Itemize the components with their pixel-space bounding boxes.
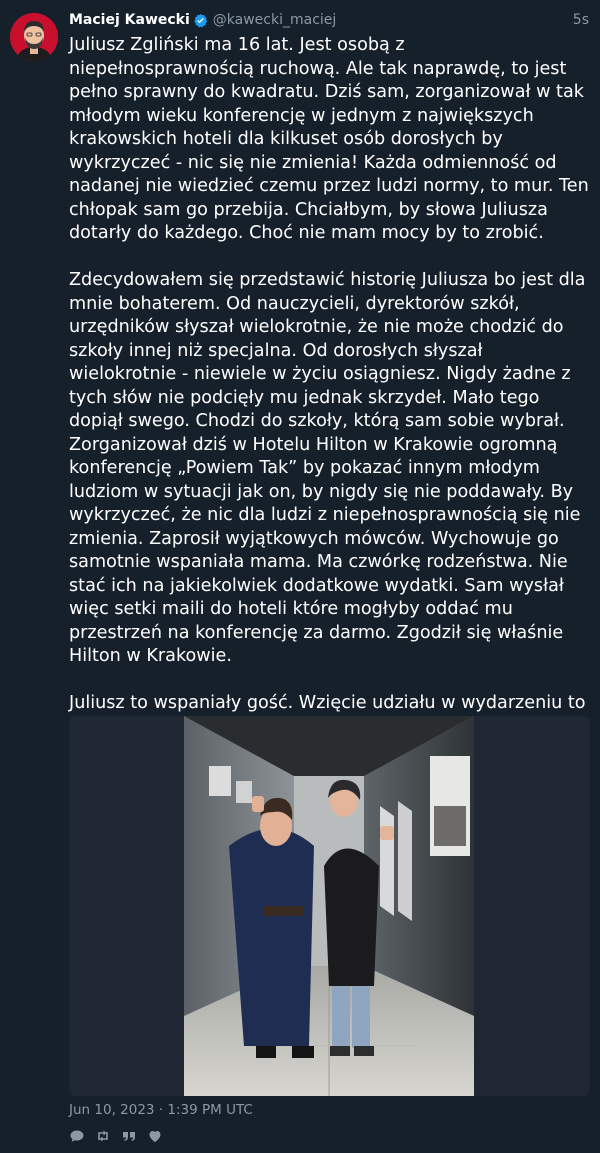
tweet-text (69, 34, 594, 739)
reply-icon[interactable] (69, 1128, 85, 1144)
avatar-image (10, 13, 58, 61)
tweet-header (69, 10, 589, 30)
author-name[interactable]: Maciej Kawecki (69, 12, 190, 28)
avatar[interactable] (10, 13, 58, 61)
tweet-actions (69, 1128, 163, 1144)
tweet-paragraph: Zdecydowałem się przedstawić historię Juliusza bo jest dla mnie bohaterem. Od nauczycieli, dyrektorów szkół, urzędników słyszał wielokrotnie, że nie może chodzić do szkoły innej niż specjalna. Od dorosłych słyszał wielokrotnie - niewiele w życiu osiągniesz. Nigdy żadne z tych słów nie podcięły mu jednak skrzydeł. Mało tego dopiął swego. Chodzi do szkoły, którą sam sobie wybrał. Zorganizował dziś w Hotelu Hilton w Krakowie ogromną konferencję „Powiem Tak” by pokazać innym młodym ludziom w sytuacji jak on, by nigdy się nie poddawały. By wykrzyczeć, że nic dla ludzi z niepełnosprawnością się nie zmienia. Zaprosił wyjątkowych mówców. Wychowuje go samotnie wspaniała mama. Ma czwórkę rodzeństwa. Nie stać ich na jakiekolwiek dodatkowe wydatki. Sam wysłał więc setki maili do hoteli które mogłyby oddać mu przestrzeń na konferencję za darmo. Zgodził się właśnie Hilton w Krakowie. (69, 270, 586, 666)
quote-icon[interactable] (121, 1128, 137, 1144)
tweet-paragraph: Juliusz to wspaniały gość. Wzięcie udziału w wydarzeniu to (69, 693, 586, 713)
tweet-paragraph: Juliusz Zgliński ma 16 lat. Jest osobą z niepełnosprawnością ruchową. Ale tak naprawdę, to jest pełno sprawny do kwadratu. Dziś sam, zorganizował w tak młodym wieku konferencję w jednym z największych krakowskich hoteli dla kilkuset osób dorosłych by wykrzyczeć - nic się nie zmienia! Każda odmienność od nadanej nie wiedzieć czemu przez ludzi normy, to mur. Ten chłopak sam go przebija. Chciałbym, by słowa Juliusza dotarły do każdego. Choć nie mam mocy by to zrobić. (69, 35, 589, 243)
author-handle[interactable]: @kawecki_maciej (212, 12, 337, 28)
tweet-media[interactable] (69, 716, 590, 1096)
relative-time[interactable]: 5s (572, 12, 589, 28)
tweet-timestamp[interactable]: Jun 10, 2023 · 1:39 PM UTC (69, 1102, 253, 1118)
retweet-icon[interactable] (95, 1128, 111, 1144)
verified-badge-icon (193, 13, 208, 28)
tweet-photo[interactable] (184, 716, 474, 1096)
like-icon[interactable] (147, 1128, 163, 1144)
